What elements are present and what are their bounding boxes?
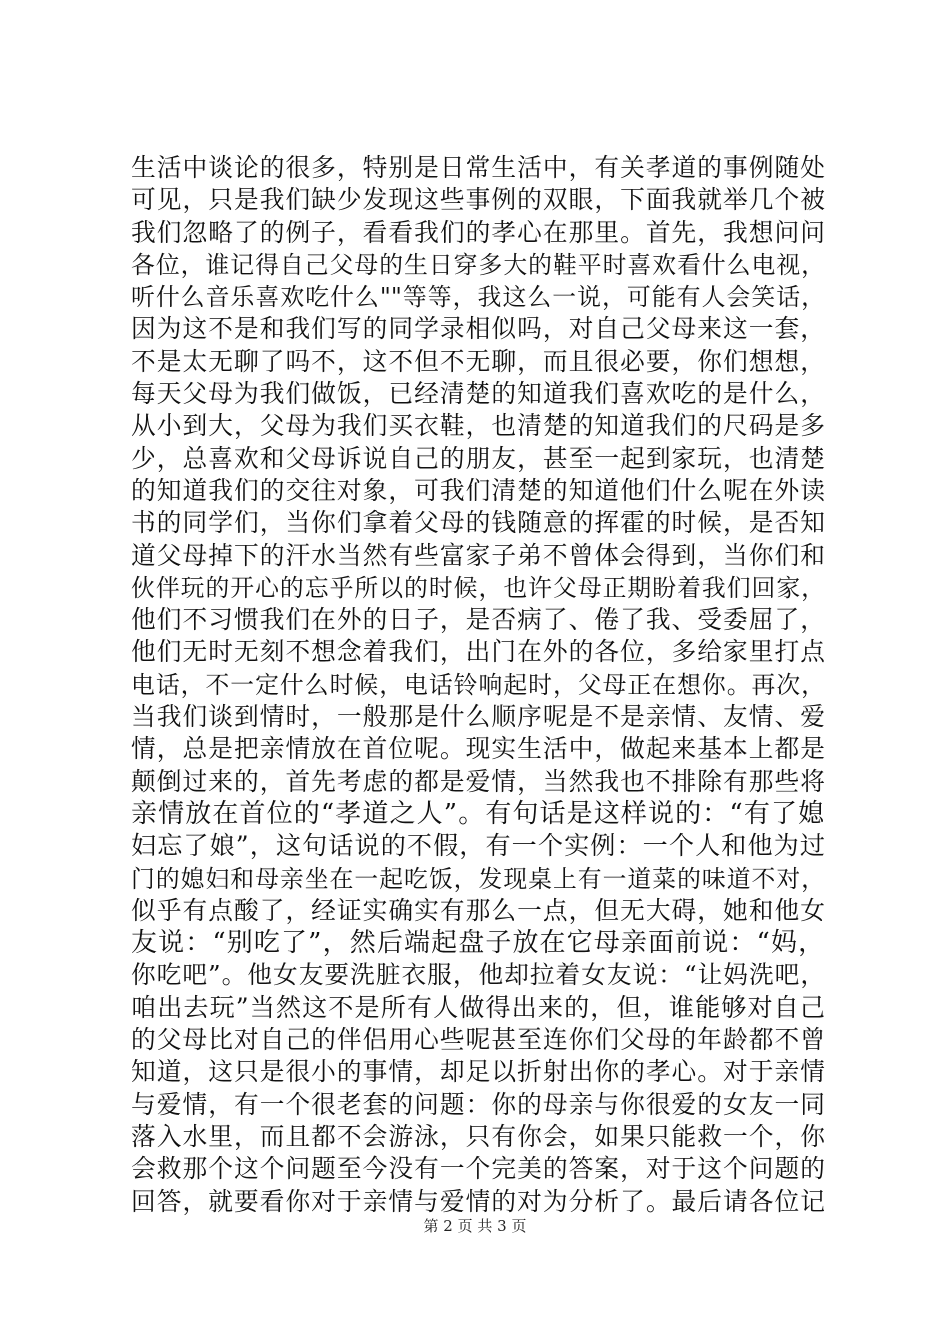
body-text — [131, 152, 825, 1218]
text-line-2: 可见，只是我们缺少发现这些事例的双眼，下面我就举几个被 — [131, 185, 825, 215]
text-line-12: 书的同学们，当你们拿着父母的钱随意的挥霍的时候，是否知 — [131, 508, 825, 538]
text-line-30: 与爱情，有一个很老套的问题：你的母亲与你很爱的女友一同 — [131, 1089, 825, 1119]
text-line-25: 友说：“别吃了”，然后端起盘子放在它母亲面前说：“妈， — [131, 928, 825, 959]
text-line-23: 门的媳妇和母亲坐在一起吃饭，发现桌上有一道菜的味道不对， — [131, 864, 825, 893]
text-line-14: 伙伴玩的开心的忘乎所以的时候，也许父母正期盼着我们回家， — [131, 573, 825, 602]
text-line-32: 会救那个这个问题至今没有一个完美的答案，对于这个问题的 — [131, 1154, 825, 1184]
text-line-20: 颠倒过来的，首先考虑的都是爱情，当然我也不排除有那些将 — [131, 766, 825, 796]
text-line-15: 他们不习惯我们在外的日子，是否病了、倦了我、受委屈了， — [131, 605, 825, 635]
text-line-11: 的知道我们的交往对象，可我们清楚的知道他们什么呢在外读 — [131, 475, 825, 505]
text-line-33: 回答，就要看你对于亲情与爱情的对为分析了。最后请各位记 — [131, 1186, 825, 1216]
text-line-31: 落入水里，而且都不会游泳，只有你会，如果只能救一个，你 — [131, 1121, 825, 1151]
text-line-22: 妇忘了娘”，这句话说的不假，有一个实例：一个人和他为过 — [131, 831, 825, 861]
text-line-13: 道父母掉下的汗水当然有些富家子弟不曾体会得到，当你们和 — [131, 540, 825, 570]
text-line-10: 少，总喜欢和父母诉说自己的朋友，甚至一起到家玩，也清楚 — [131, 443, 825, 473]
text-line-1: 生活中谈论的很多，特别是日常生活中，有关孝道的事例随处 — [131, 153, 825, 182]
text-line-27: 咱出去玩”当然这不是所有人做得出来的，但，谁能够对自己 — [131, 992, 825, 1022]
text-line-16: 他们无时无刻不想念着我们，出门在外的各位，多给家里打点 — [131, 637, 825, 667]
text-line-8: 每天父母为我们做饭，已经清楚的知道我们喜欢吃的是什么， — [131, 379, 825, 409]
text-line-6: 因为这不是和我们写的同学录相似吗，对自己父母来这一套， — [131, 314, 825, 344]
text-line-7: 不是太无聊了吗不，这不但不无聊，而且很必要，你们想想， — [131, 346, 825, 376]
text-line-3: 我们忽略了的例子，看看我们的孝心在那里。首先，我想问问 — [131, 217, 825, 247]
text-line-24: 似乎有点酸了，经证实确实有那么一点，但无大碍，她和他女 — [131, 895, 825, 925]
text-line-18: 当我们谈到情时，一般那是什么顺序呢是不是亲情、友情、爱 — [131, 702, 825, 732]
text-line-21: 亲情放在首位的“孝道之人”。有句话是这样说的：“有了媳 — [131, 798, 825, 829]
text-line-4: 各位，谁记得自己父母的生日穿多大的鞋平时喜欢看什么电视， — [131, 250, 825, 279]
page-number-footer: 第 2 页 共 3 页 — [423, 1217, 527, 1235]
text-line-17: 电话，不一定什么时候，电话铃响起时，父母正在想你。再次， — [131, 670, 825, 699]
text-line-29: 知道，这只是很小的事情，却足以折射出你的孝心。对于亲情 — [131, 1057, 825, 1087]
text-line-26: 你吃吧”。他女友要洗脏衣服，他却拉着女友说：“让妈洗吧， — [131, 960, 825, 990]
text-line-5: 听什么音乐喜欢吃什么""等等，我这么一说，可能有人会笑话， — [131, 283, 825, 312]
text-line-9: 从小到大，父母为我们买衣鞋，也清楚的知道我们的尺码是多 — [131, 411, 825, 441]
text-line-19: 情，总是把亲情放在首位呢。现实生活中，做起来基本上都是 — [131, 734, 825, 764]
text-line-28: 的父母比对自己的伴侣用心些呢甚至连你们父母的年龄都不曾 — [131, 1025, 825, 1055]
